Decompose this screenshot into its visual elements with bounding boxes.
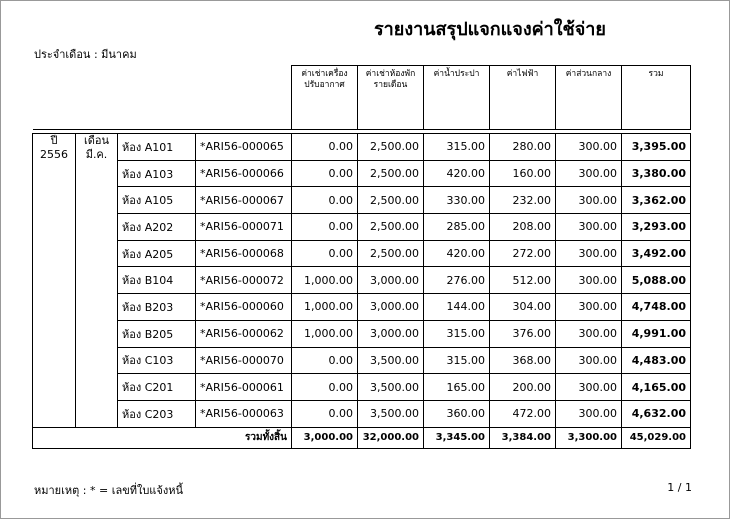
ac-cell: 1,000.00 [292,267,358,294]
water-cell: 420.00 [424,160,490,187]
total-cell: 4,632.00 [622,400,691,427]
totals-rent: 32,000.00 [358,427,424,448]
invoice-cell: *ARI56-000062 [196,320,292,347]
room-cell: ห้อง C201 [118,374,196,401]
elec-cell: 232.00 [490,187,556,214]
rent-cell: 2,500.00 [358,240,424,267]
common-cell: 300.00 [556,160,622,187]
elec-cell: 208.00 [490,214,556,241]
room-cell: ห้อง A105 [118,187,196,214]
page-number: 1 / 1 [667,481,692,494]
rent-cell: 3,500.00 [358,400,424,427]
ac-cell: 0.00 [292,134,358,161]
table-row [33,134,691,161]
elec-cell: 160.00 [490,160,556,187]
table-row [33,320,691,347]
elec-cell: 368.00 [490,347,556,374]
month-line: ประจำเดือน : มีนาคม [34,48,137,61]
month-cell: เดือน มี.ค. [76,134,118,428]
table-row [33,374,691,401]
invoice-cell: *ARI56-000061 [196,374,292,401]
report-table [32,65,691,449]
elec-cell: 200.00 [490,374,556,401]
rent-cell: 3,000.00 [358,294,424,321]
header-blank [33,66,292,130]
total-cell: 4,991.00 [622,320,691,347]
total-cell: 3,380.00 [622,160,691,187]
elec-cell: 376.00 [490,320,556,347]
total-cell: 4,165.00 [622,374,691,401]
rent-cell: 2,500.00 [358,214,424,241]
col-header: ค่าน้ำประปา [424,66,490,130]
rent-cell: 2,500.00 [358,187,424,214]
table-row [33,294,691,321]
ac-cell: 0.00 [292,214,358,241]
table-row [33,214,691,241]
table-row [33,187,691,214]
rent-cell: 2,500.00 [358,134,424,161]
common-cell: 300.00 [556,320,622,347]
table-row [33,160,691,187]
room-cell: ห้อง C103 [118,347,196,374]
elec-cell: 280.00 [490,134,556,161]
common-cell: 300.00 [556,347,622,374]
totals-ac: 3,000.00 [292,427,358,448]
rent-cell: 3,500.00 [358,374,424,401]
room-cell: ห้อง A101 [118,134,196,161]
invoice-cell: *ARI56-000063 [196,400,292,427]
room-cell: ห้อง A202 [118,214,196,241]
water-cell: 165.00 [424,374,490,401]
invoice-cell: *ARI56-000071 [196,214,292,241]
total-cell: 5,088.00 [622,267,691,294]
table-row [33,240,691,267]
report-title: รายงานสรุปแจกแจงค่าใช้จ่าย [374,19,606,40]
totals-label: รวมทั้งสิ้น [33,427,292,448]
elec-cell: 272.00 [490,240,556,267]
total-cell: 3,492.00 [622,240,691,267]
elec-cell: 304.00 [490,294,556,321]
table-row [33,347,691,374]
totals-common: 3,300.00 [556,427,622,448]
common-cell: 300.00 [556,240,622,267]
footnote: หมายเหตุ : * = เลขที่ใบแจ้งหนี้ [34,484,183,497]
invoice-cell: *ARI56-000072 [196,267,292,294]
elec-cell: 512.00 [490,267,556,294]
total-cell: 3,395.00 [622,134,691,161]
water-cell: 276.00 [424,267,490,294]
header-row [33,66,691,130]
ac-cell: 0.00 [292,160,358,187]
totals-water: 3,345.00 [424,427,490,448]
rent-cell: 3,500.00 [358,347,424,374]
room-cell: ห้อง B104 [118,267,196,294]
room-cell: ห้อง B203 [118,294,196,321]
col-header: ค่าไฟฟ้า [490,66,556,130]
invoice-cell: *ARI56-000070 [196,347,292,374]
totals-row [33,427,691,448]
water-cell: 315.00 [424,134,490,161]
ac-cell: 0.00 [292,347,358,374]
ac-cell: 1,000.00 [292,320,358,347]
common-cell: 300.00 [556,214,622,241]
year-cell: ปี 2556 [33,134,76,428]
totals-grand: 45,029.00 [622,427,691,448]
ac-cell: 0.00 [292,240,358,267]
water-cell: 315.00 [424,320,490,347]
table-row [33,400,691,427]
rent-cell: 3,000.00 [358,267,424,294]
ac-cell: 1,000.00 [292,294,358,321]
common-cell: 300.00 [556,374,622,401]
common-cell: 300.00 [556,267,622,294]
water-cell: 420.00 [424,240,490,267]
total-cell: 3,293.00 [622,214,691,241]
total-cell: 4,748.00 [622,294,691,321]
water-cell: 360.00 [424,400,490,427]
totals-elec: 3,384.00 [490,427,556,448]
room-cell: ห้อง B205 [118,320,196,347]
col-header: รวม [622,66,691,130]
total-cell: 4,483.00 [622,347,691,374]
col-header: ค่าส่วนกลาง [556,66,622,130]
ac-cell: 0.00 [292,187,358,214]
water-cell: 330.00 [424,187,490,214]
invoice-cell: *ARI56-000067 [196,187,292,214]
col-header: ค่าเช่าเครื่องปรับอากาศ [292,66,358,130]
elec-cell: 472.00 [490,400,556,427]
water-cell: 285.00 [424,214,490,241]
invoice-cell: *ARI56-000060 [196,294,292,321]
common-cell: 300.00 [556,134,622,161]
invoice-cell: *ARI56-000066 [196,160,292,187]
rent-cell: 2,500.00 [358,160,424,187]
rent-cell: 3,000.00 [358,320,424,347]
common-cell: 300.00 [556,294,622,321]
total-cell: 3,362.00 [622,187,691,214]
ac-cell: 0.00 [292,400,358,427]
invoice-cell: *ARI56-000065 [196,134,292,161]
room-cell: ห้อง A205 [118,240,196,267]
room-cell: ห้อง A103 [118,160,196,187]
invoice-cell: *ARI56-000068 [196,240,292,267]
water-cell: 144.00 [424,294,490,321]
table-row [33,267,691,294]
common-cell: 300.00 [556,400,622,427]
ac-cell: 0.00 [292,374,358,401]
room-cell: ห้อง C203 [118,400,196,427]
water-cell: 315.00 [424,347,490,374]
col-header: ค่าเช่าห้องพักรายเดือน [358,66,424,130]
common-cell: 300.00 [556,187,622,214]
